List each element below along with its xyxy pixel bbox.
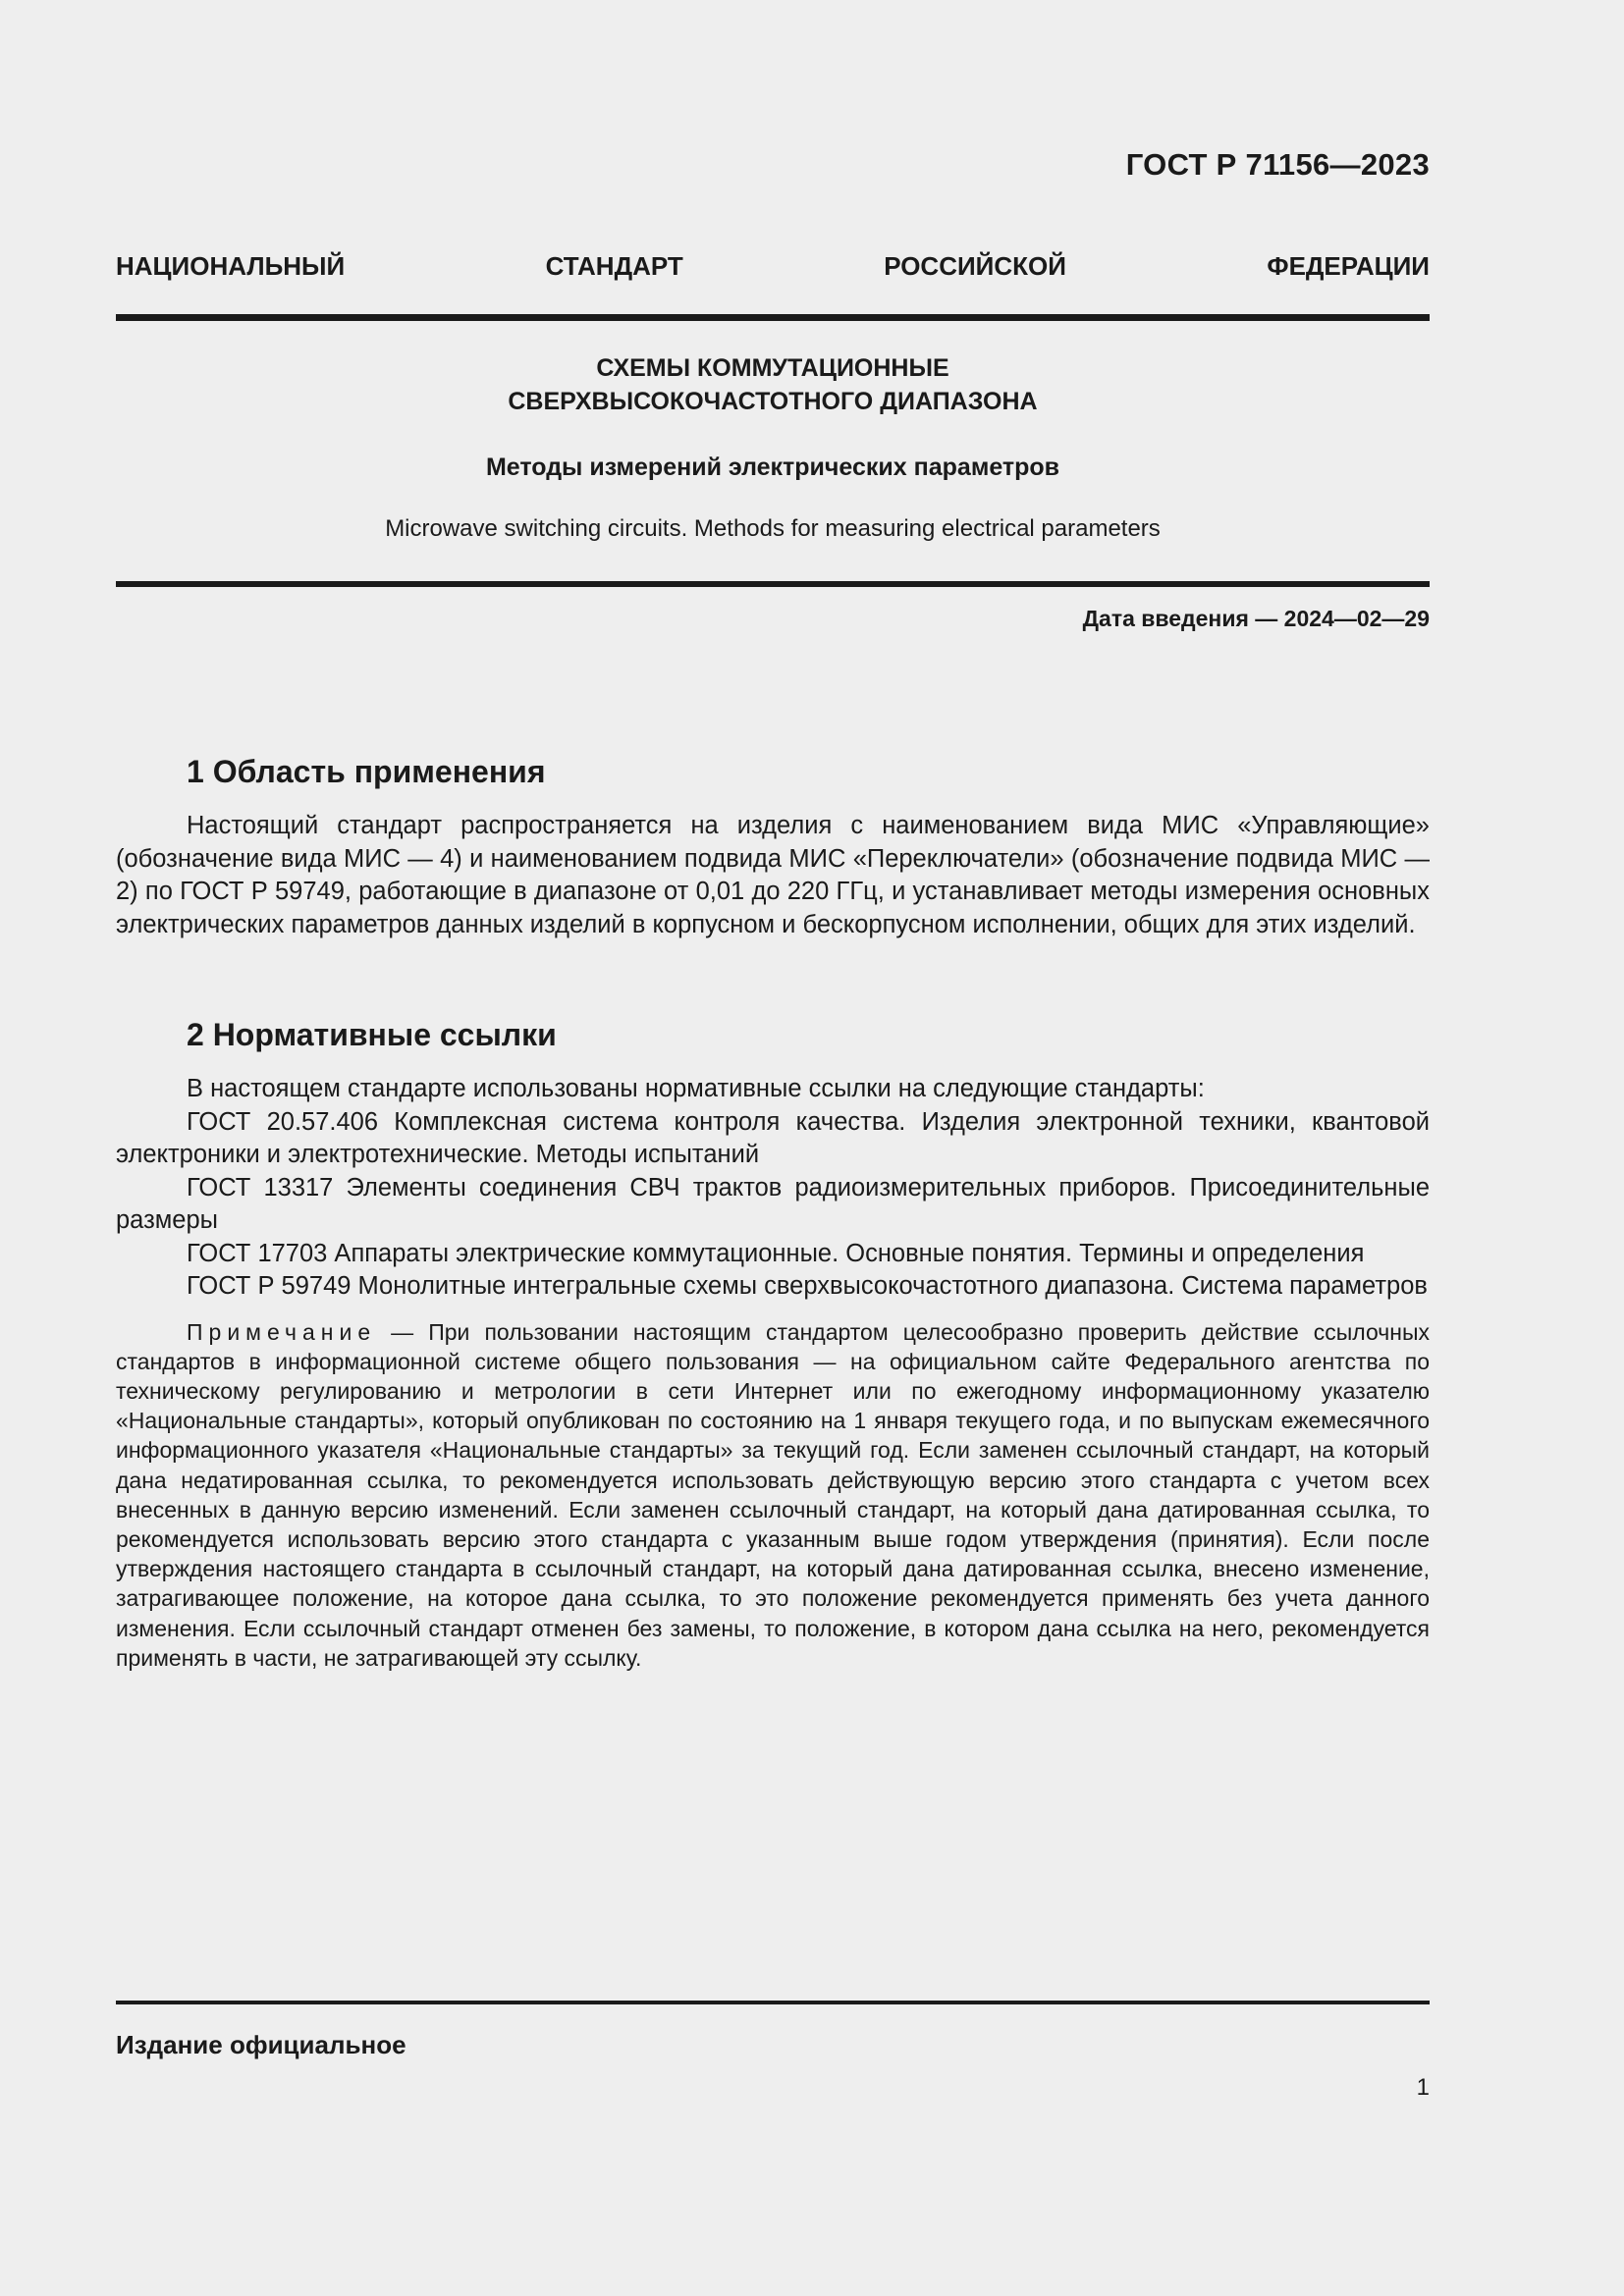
- series-word-2: СТАНДАРТ: [545, 251, 683, 281]
- section-scope: [116, 754, 1430, 941]
- title-line-1: СХЕМЫ КОММУТАЦИОННЫЕ: [596, 354, 949, 382]
- section-heading: 2 Нормативные ссылки: [187, 1017, 557, 1052]
- references-intro: В настоящем стандарте использованы нормативные ссылки на следующие стандарты:: [187, 1075, 1205, 1102]
- english-title: Microwave switching circuits. Methods for measuring electrical parameters: [385, 515, 1161, 542]
- page-number: 1: [1416, 2074, 1430, 2101]
- reference-item: ГОСТ 13317 Элементы соединения СВЧ трактов радиоизмерительных приборов. Присоединительные размеры: [116, 1173, 1430, 1234]
- series-word-4: ФЕДЕРАЦИИ: [1267, 251, 1430, 281]
- note-paragraph: [116, 1317, 1430, 1673]
- footer-divider: [116, 2001, 1430, 2004]
- title-line-2: СВЕРХВЫСОКОЧАСТОТНОГО ДИАПАЗОНА: [508, 388, 1038, 415]
- reference-item: ГОСТ Р 59749 Монолитные интегральные схемы сверхвысокочастотного диапазона. Система параметров: [187, 1272, 1428, 1300]
- series-word-3: РОССИЙСКОЙ: [884, 251, 1066, 281]
- section-normative-references: [116, 1017, 1430, 1673]
- note-label: Примечание: [187, 1318, 377, 1345]
- title-block: [116, 351, 1430, 543]
- document-page: [116, 0, 1430, 2296]
- official-edition-label: Издание официальное: [116, 2030, 406, 2059]
- introduction-date: Дата введения — 2024—02—29: [1082, 606, 1430, 631]
- note-text: — При пользовании настоящим стандартом целесообразно проверить действие ссылочных стандартов в информационной системе общего пользования — на официальном сайте Федерального агентства по техническому регулированию и метрологии в сети Интернет или по ежегодному информационному указателю «Национальные стандарты», который опубликован по состоянию на 1 января текущего года, и по выпускам ежемесячного информационного указателя «Национальные стандарты» за текущий год. Если заменен ссылочный стандарт, на который дана недатированная ссылка, то рекомендуется использовать действующую версию этого стандарта с учетом всех внесенных в данную версию изменений. Если заменен ссылочный стандарт, на который дана датированная ссылка, то рекомендуется использовать версию этого стандарта с указанным выше годом утверждения (принятия). Если после утверждения настоящего стандарта в ссылочный стандарт, на который дана датированная ссылка, внесено изменение, затрагивающее положение, на которое дана ссылка, то это положение рекомендуется применять без учета данного изменения. Если ссылочный стандарт отменен без замены, то положение, в котором дана ссылка на него, рекомендуется применять в части, не затрагивающей эту ссылку.: [116, 1318, 1430, 1671]
- standard-number: ГОСТ Р 71156—2023: [1125, 147, 1430, 182]
- reference-item: ГОСТ 17703 Аппараты электрические коммутационные. Основные понятия. Термины и определения: [187, 1239, 1365, 1267]
- series-title: [116, 251, 1430, 282]
- title-divider: [116, 581, 1430, 587]
- section-paragraph: Настоящий стандарт распространяется на изделия с наименованием вида МИС «Управляющие» (обозначение вида МИС — 4) и наименованием подвида МИС «Переключатели» (обозначение подвида МИС — 2) по ГОСТ Р 59749, работающие в диапазоне от 0,01 до 220 ГГц, и устанавливает методы измерения основных электрических параметров данных изделий в корпусном и бескорпусном исполнении, общих для этих изделий.: [116, 812, 1430, 938]
- section-heading: 1 Область применения: [187, 754, 546, 789]
- subtitle: Методы измерений электрических параметров: [485, 454, 1060, 481]
- reference-item: ГОСТ 20.57.406 Комплексная система контроля качества. Изделия электронной техники, квантовой электроники и электротехнические. Методы испытаний: [116, 1107, 1430, 1168]
- series-word-1: НАЦИОНАЛЬНЫЙ: [116, 251, 346, 281]
- top-divider: [116, 314, 1430, 321]
